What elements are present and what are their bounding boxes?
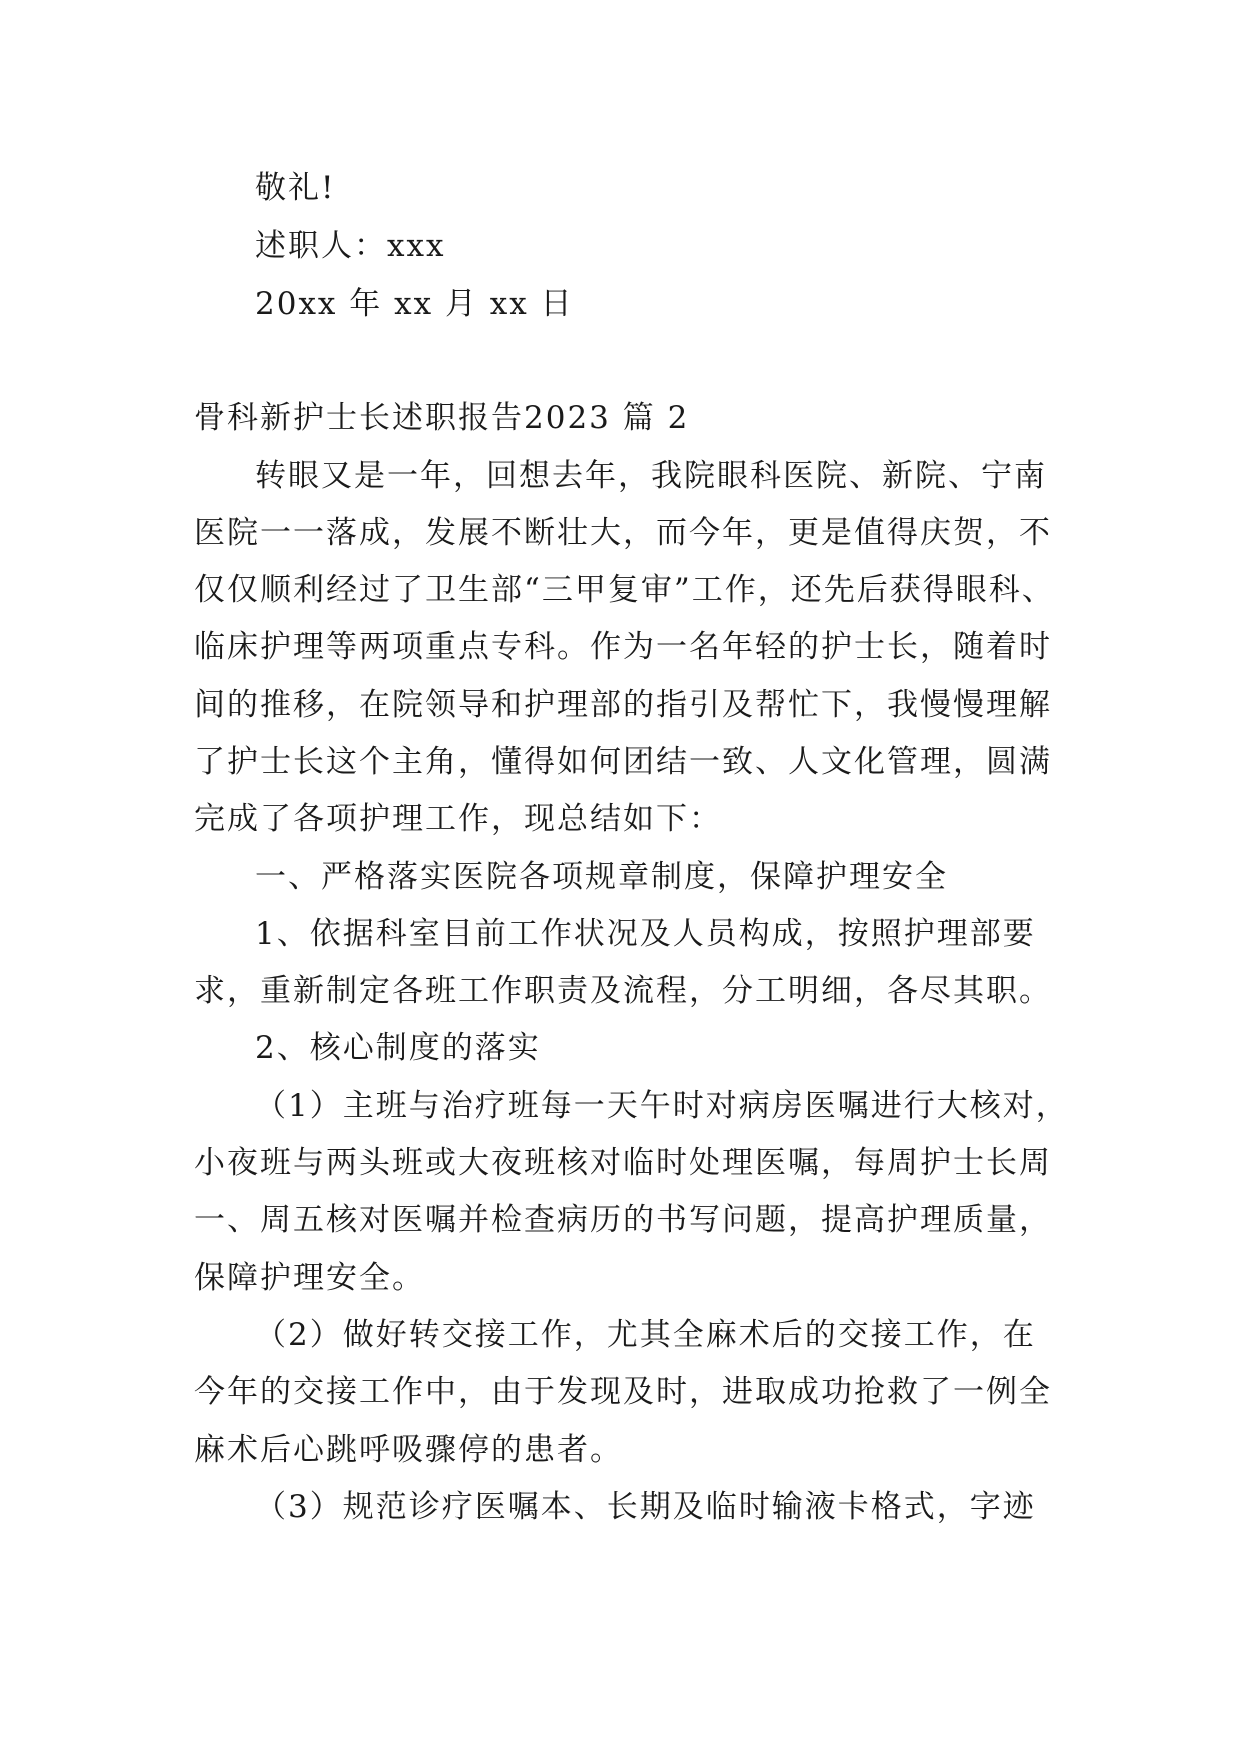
paragraph-line: （1）主班与治疗班每一天午时对病房医嘱进行大核对， bbox=[255, 1088, 1069, 1124]
section-title: 骨科新护士长述职报告2023 篇 2 bbox=[194, 400, 690, 436]
paragraph-line: 转眼又是一年，回想去年，我院眼科医院、新院、宁南 bbox=[255, 458, 1047, 494]
paragraph-line: 保障护理安全。 bbox=[194, 1260, 425, 1296]
paragraph-line: 仅仅顺利经过了卫生部“三甲复审”工作，还先后获得眼科、 bbox=[194, 572, 1055, 608]
paragraph-line: 麻术后心跳呼吸骤停的患者。 bbox=[194, 1432, 623, 1468]
paragraph-line: （2）做好转交接工作，尤其全麻术后的交接工作，在 bbox=[255, 1317, 1036, 1353]
paragraph-line: 医院一一落成，发展不断壮大，而今年，更是值得庆贺，不 bbox=[194, 515, 1052, 551]
paragraph-line: 临床护理等两项重点专科。作为一名年轻的护士长，随着时 bbox=[194, 629, 1052, 665]
paragraph-line: 小夜班与两头班或大夜班核对临时处理医嘱，每周护士长周 bbox=[194, 1145, 1052, 1181]
paragraph-line: 1、依据科室目前工作状况及人员构成，按照护理部要 bbox=[255, 916, 1036, 952]
closing-reporter: 述职人：xxx bbox=[255, 228, 446, 264]
closing-salute: 敬礼! bbox=[255, 170, 336, 206]
paragraph-line: 间的推移，在院领导和护理部的指引及帮忙下，我慢慢理解 bbox=[194, 687, 1052, 723]
subheading-line: 2、核心制度的落实 bbox=[255, 1030, 541, 1066]
closing-date: 20xx 年 xx 月 xx 日 bbox=[255, 286, 574, 322]
paragraph-line: 了护士长这个主角，懂得如何团结一致、人文化管理，圆满 bbox=[194, 744, 1052, 780]
paragraph-line: 求，重新制定各班工作职责及流程，分工明细，各尽其职。 bbox=[194, 973, 1052, 1009]
heading-line: 一、严格落实医院各项规章制度，保障护理安全 bbox=[255, 859, 948, 895]
paragraph-line: 完成了各项护理工作，现总结如下： bbox=[194, 801, 722, 837]
paragraph-line: （3）规范诊疗医嘱本、长期及临时输液卡格式，字迹 bbox=[255, 1489, 1036, 1525]
paragraph-line: 今年的交接工作中，由于发现及时，进取成功抢救了一例全 bbox=[194, 1374, 1052, 1410]
paragraph-line: 一、周五核对医嘱并检查病历的书写问题，提高护理质量， bbox=[194, 1202, 1052, 1238]
